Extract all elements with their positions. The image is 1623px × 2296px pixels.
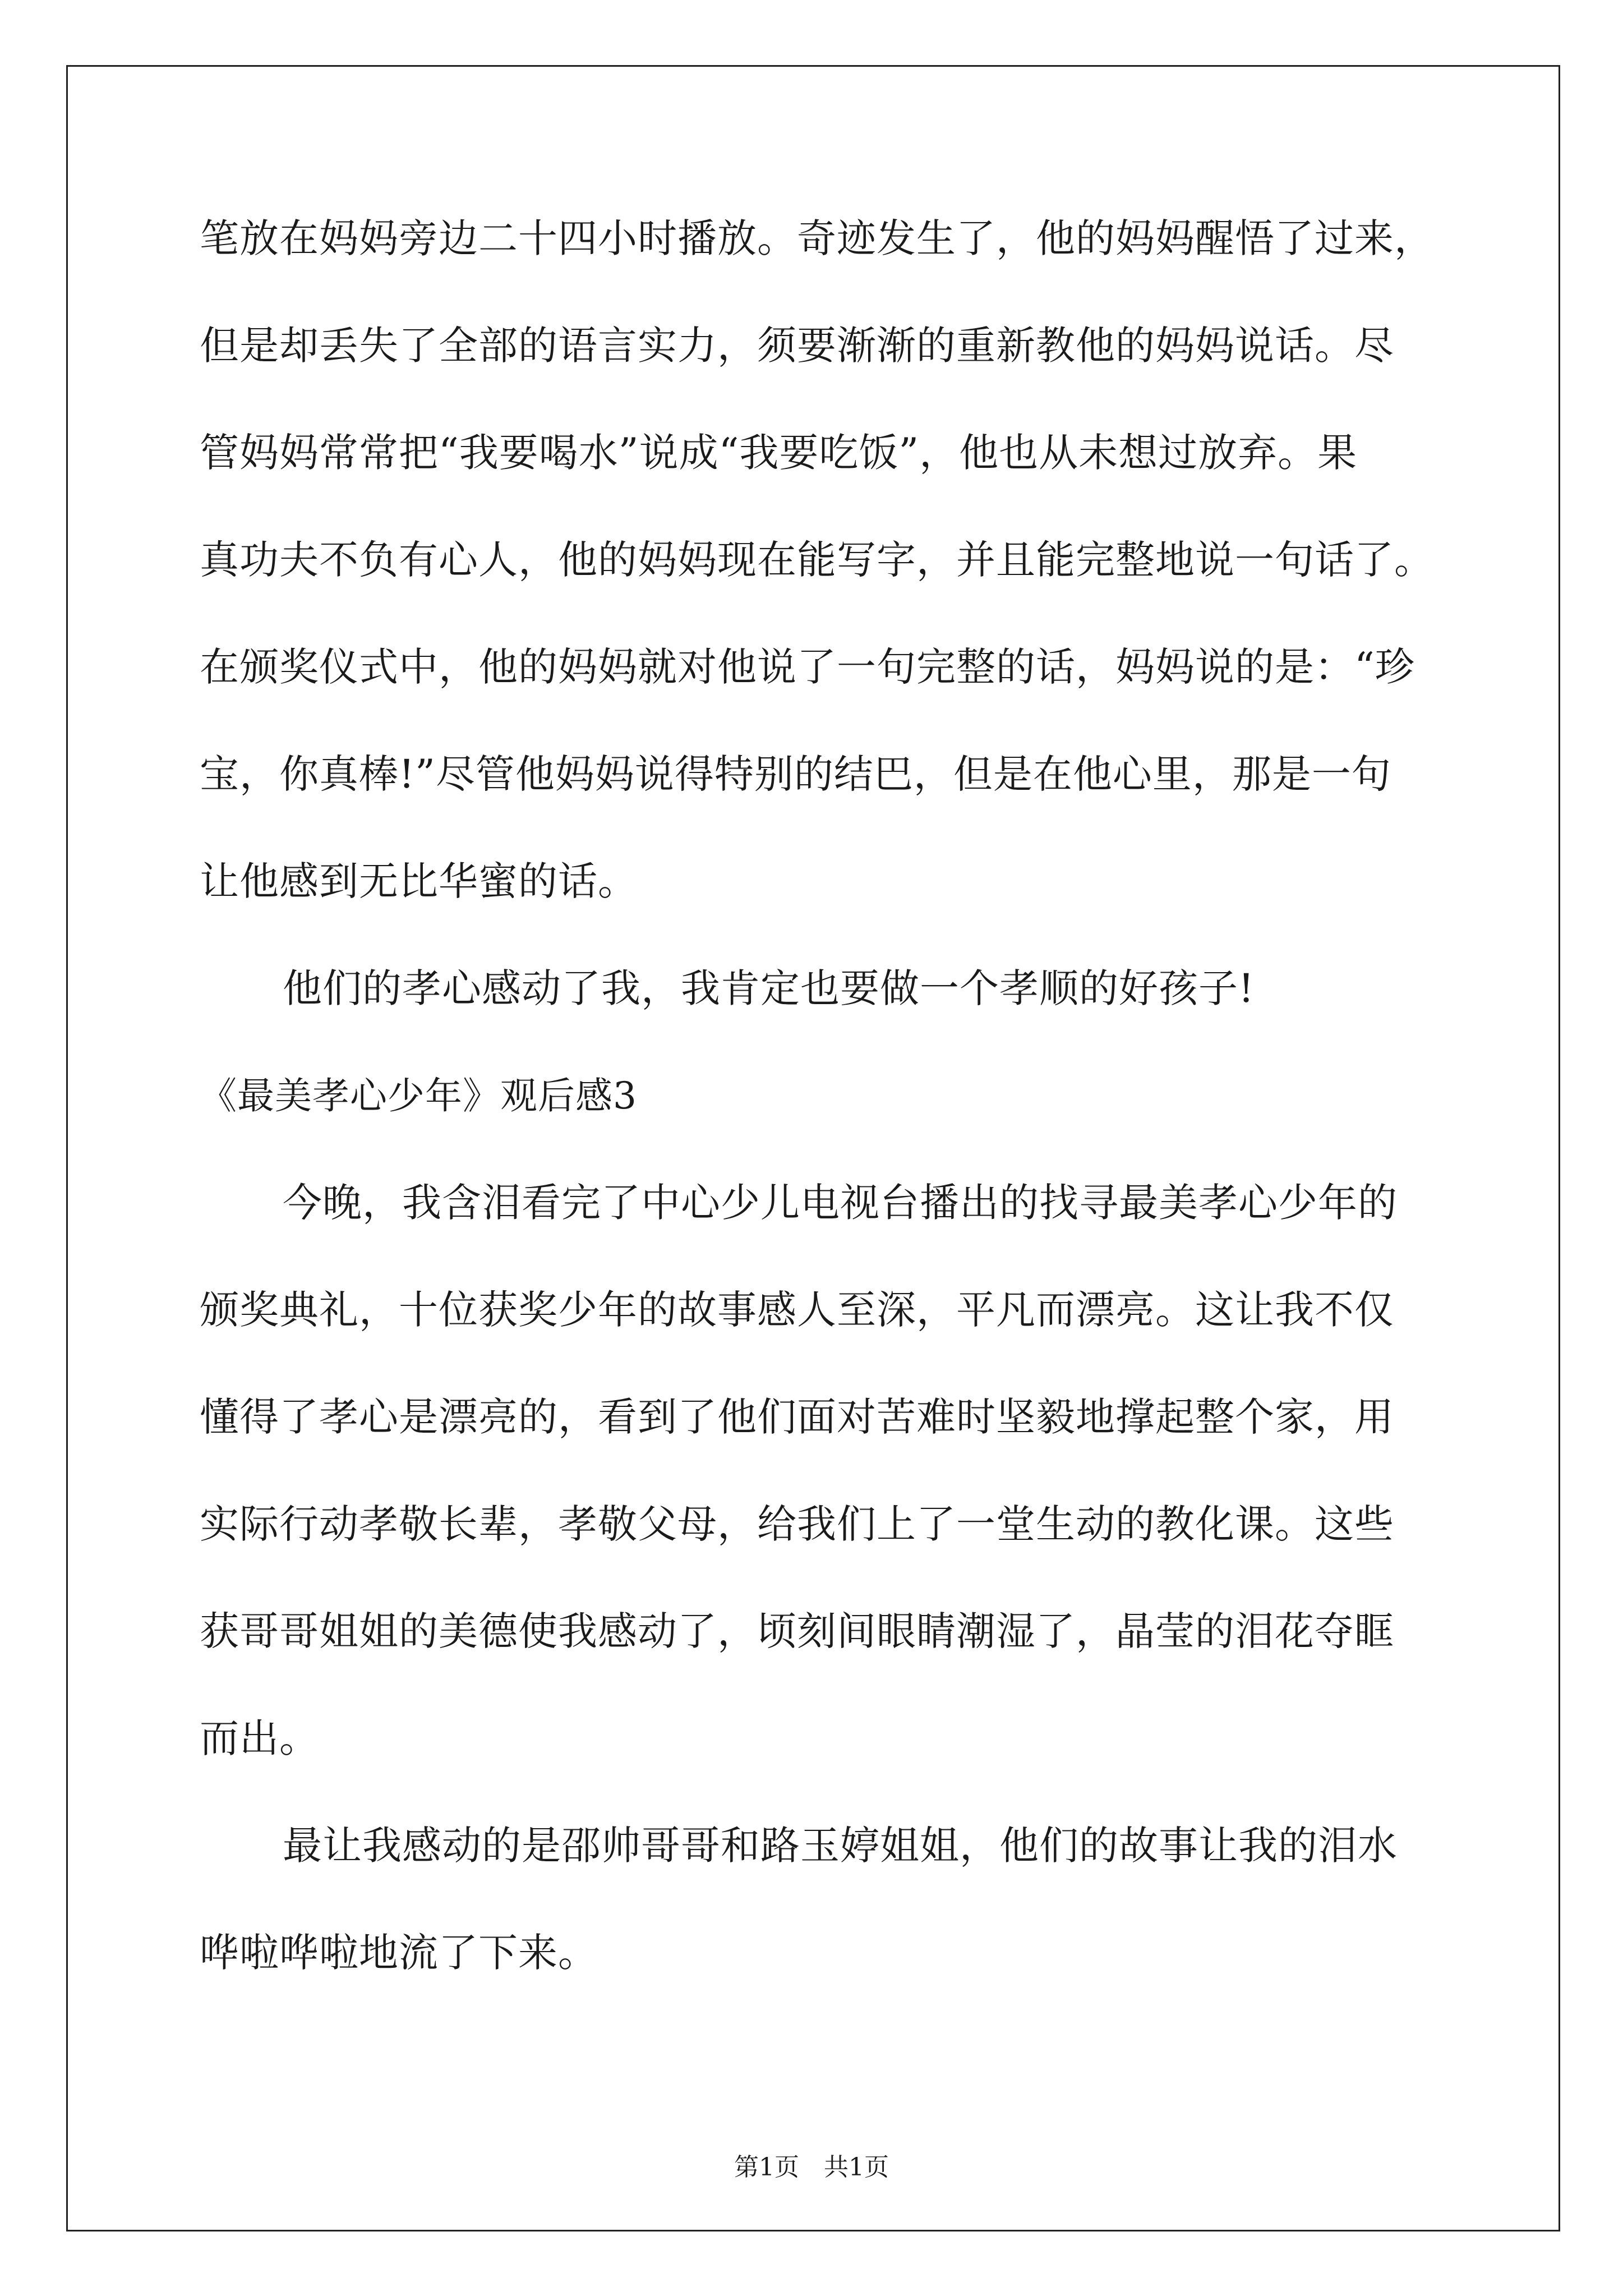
section-heading: 《最美孝心少年》观后感3 bbox=[200, 1074, 637, 1117]
body-line: 笔放在妈妈旁边二十四小时播放。奇迹发生了，他的妈妈醒悟了过来， bbox=[200, 215, 1434, 261]
body-line: 让他感到无比华蜜的话。 bbox=[200, 858, 638, 904]
body-line: 最让我感动的是邵帅哥哥和路玉婷姐姐，他们的故事让我的泪水 bbox=[283, 1823, 1398, 1869]
body-line: 管妈妈常常把“我要喝水”说成“我要吃饭”，他也从未想过放弃。果 bbox=[200, 430, 1358, 476]
body-line: 哗啦哗啦地流了下来。 bbox=[200, 1930, 598, 1976]
body-line: 颁奖典礼，十位获奖少年的故事感人至深，平凡而漂亮。这让我不仅 bbox=[200, 1287, 1394, 1333]
body-line: 在颁奖仪式中，他的妈妈就对他说了一句完整的话，妈妈说的是：“珍 bbox=[200, 644, 1415, 690]
page-footer: 第1页 共1页 bbox=[734, 2153, 889, 2182]
body-line: 懂得了孝心是漂亮的，看到了他们面对苦难时坚毅地撑起整个家，用 bbox=[200, 1394, 1394, 1440]
body-line: 获哥哥姐姐的美德使我感动了，顷刻间眼睛潮湿了，晶莹的泪花夺眶 bbox=[200, 1608, 1394, 1654]
body-line: 而出。 bbox=[200, 1715, 319, 1761]
body-line: 今晚，我含泪看完了中心少儿电视台播出的找寻最美孝心少年的 bbox=[283, 1180, 1398, 1226]
body-line: 但是却丢失了全部的语言实力，须要渐渐的重新教他的妈妈说话。尽 bbox=[200, 323, 1394, 369]
body-line: 真功夫不负有心人，他的妈妈现在能写字，并且能完整地说一句话了。 bbox=[200, 537, 1434, 583]
body-line: 他们的孝心感动了我，我肯定也要做一个孝顺的好孩子! bbox=[283, 965, 1255, 1011]
body-line: 实际行动孝敬长辈，孝敬父母，给我们上了一堂生动的教化课。这些 bbox=[200, 1501, 1394, 1547]
document-body bbox=[200, 185, 1433, 2007]
body-line: 宝，你真棒!”尽管他妈妈说得特别的结巴，但是在他心里，那是一句 bbox=[200, 751, 1391, 797]
